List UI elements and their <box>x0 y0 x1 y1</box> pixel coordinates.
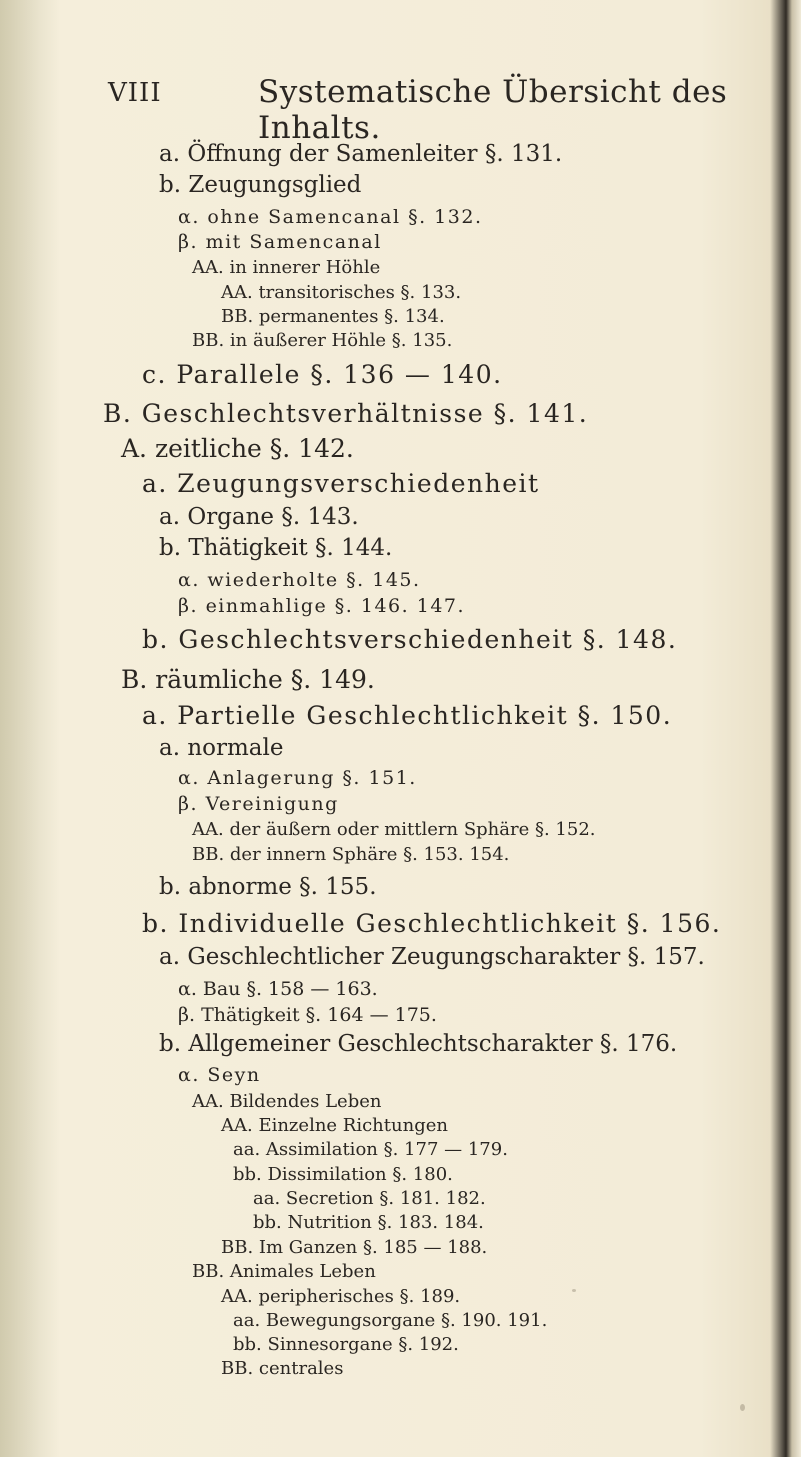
toc-entry: aa. Assimilation §. 177 — 179. <box>233 1139 508 1160</box>
toc-entry: AA. Bildendes Leben <box>192 1091 382 1112</box>
toc-entry: aa. Secretion §. 181. 182. <box>253 1188 486 1209</box>
toc-entry: a. Organe §. 143. <box>159 504 359 530</box>
toc-entry: bb. Nutrition §. 183. 184. <box>253 1212 484 1233</box>
toc-entry: b. Individuelle Geschlechtlichkeit §. 156. <box>142 909 722 938</box>
toc-entry: a. Öffnung der Samenleiter §. 131. <box>159 141 563 167</box>
toc-entry: BB. in äußerer Höhle §. 135. <box>192 330 453 351</box>
toc-entry: β. Thätigkeit §. 164 — 175. <box>178 1004 437 1026</box>
toc-entry: AA. Einzelne Richtungen <box>221 1115 448 1136</box>
toc-entry: b. abnorme §. 155. <box>159 874 377 900</box>
toc-entry: AA. peripherisches §. 189. <box>221 1286 461 1307</box>
ink-spot <box>740 1404 745 1411</box>
toc-entry: a. Partielle Geschlechtlichkeit §. 150. <box>142 701 673 730</box>
toc-entry: BB. centrales <box>221 1358 344 1379</box>
toc-entry: α. ohne Samencanal §. 132. <box>178 206 483 228</box>
toc-entry: bb. Dissimilation §. 180. <box>233 1164 453 1185</box>
toc-entry: bb. Sinnesorgane §. 192. <box>233 1334 459 1355</box>
toc-entry: b. Zeugungsglied <box>159 172 362 198</box>
page-number: VIII <box>108 78 162 108</box>
toc-entry: AA. in innerer Höhle <box>192 257 381 278</box>
toc-entry: α. Seyn <box>178 1064 261 1086</box>
running-title: Systematische Übersicht des Inhalts. <box>258 74 728 146</box>
toc-entry: β. einmahlige §. 146. 147. <box>178 595 466 617</box>
toc-entry: β. mit Samencanal <box>178 231 382 253</box>
toc-entry: BB. permanentes §. 134. <box>221 306 445 327</box>
toc-entry: α. Bau §. 158 — 163. <box>178 978 378 1000</box>
toc-entry: AA. transitorisches §. 133. <box>221 282 462 303</box>
toc-entry: AA. der äußern oder mittlern Sphäre §. 152. <box>192 819 596 840</box>
toc-entry: b. Geschlechtsverschiedenheit §. 148. <box>142 625 678 654</box>
toc-entry: BB. Im Ganzen §. 185 — 188. <box>221 1237 488 1258</box>
toc-entry: b. Thätigkeit §. 144. <box>159 535 393 561</box>
toc-entry: a. Zeugungsverschiedenheit <box>142 469 540 498</box>
toc-entry: BB. der innern Sphäre §. 153. 154. <box>192 844 510 865</box>
toc-entry: a. Geschlechtlicher Zeugungscharakter §. 157. <box>159 944 705 970</box>
toc-entry: A. zeitliche §. 142. <box>121 434 354 463</box>
toc-entry: α. wiederholte §. 145. <box>178 569 421 591</box>
toc-entry: β. Vereinigung <box>178 793 339 815</box>
toc-entry: α. Anlagerung §. 151. <box>178 767 417 789</box>
toc-entry: B. Geschlechtsverhältnisse §. 141. <box>103 399 589 428</box>
toc-entry: aa. Bewegungsorgane §. 190. 191. <box>233 1310 548 1331</box>
ink-spot <box>572 1289 576 1292</box>
toc-entry: b. Allgemeiner Geschlechtscharakter §. 176. <box>159 1031 678 1057</box>
toc-entry: B. räumliche §. 149. <box>121 665 375 694</box>
toc-entry: c. Parallele §. 136 — 140. <box>142 360 503 389</box>
toc-entry: BB. Animales Leben <box>192 1261 376 1282</box>
toc-entry: a. normale <box>159 735 284 761</box>
